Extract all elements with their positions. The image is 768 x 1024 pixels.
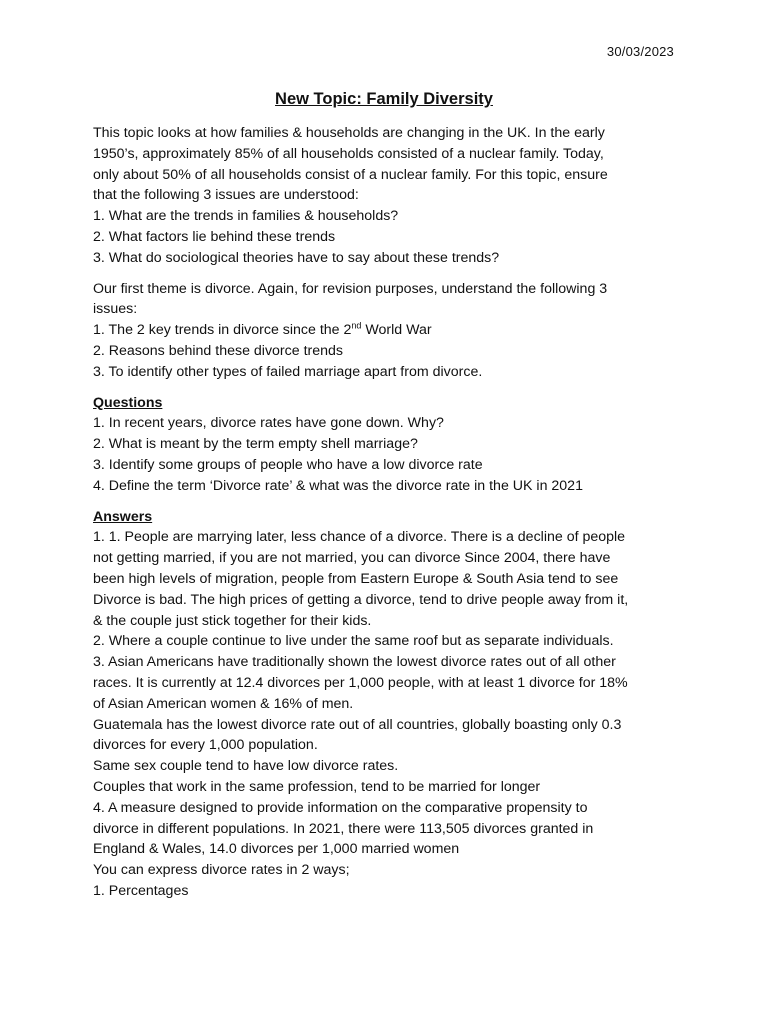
intro-list-item: 1. What are the trends in families & households?: [93, 208, 399, 225]
answer-line: Guatemala has the lowest divorce rate out of all countries, globally boasting only 0.3: [93, 716, 622, 733]
answer-line: of Asian American women & 16% of men.: [93, 695, 354, 712]
intro-text-line: This topic looks at how families & households are changing in the UK. In the early: [93, 125, 605, 141]
theme-text-line: Our first theme is divorce. Again, for revision purposes, understand the following 3: [93, 280, 608, 297]
theme-item-text: 1. The 2 key trends in divorce since the 2: [93, 322, 352, 339]
answer-line: races. It is currently at 12.4 divorces per 1,000 people, with at least 1 divorce for 18%: [93, 674, 628, 691]
answer-line: 4. A measure designed to provide information on the comparative propensity to: [93, 799, 588, 816]
answer-line: 3. Asian Americans have traditionally shown the lowest divorce rates out of all other: [93, 654, 616, 671]
answer-line: You can express divorce rates in 2 ways;: [93, 862, 350, 879]
question-item: 2. What is meant by the term empty shell marriage?: [93, 436, 418, 453]
page-title: New Topic: Family Diversity: [275, 90, 493, 108]
theme-list-item: 2. Reasons behind these divorce trends: [93, 342, 344, 359]
answer-line: divorce in different populations. In 2021, there were 113,505 divorces granted in: [93, 820, 594, 837]
questions-section: [93, 393, 683, 497]
theme-list-item: 3. To identify other types of failed marriage apart from divorce.: [93, 363, 483, 380]
question-item: 4. Define the term ‘Divorce rate’ & what was the divorce rate in the UK in 2021: [93, 477, 583, 494]
theme-text-line: issues:: [93, 301, 138, 318]
intro-text-line: 1950’s, approximately 85% of all households consisted of a nuclear family. Today,: [93, 145, 604, 162]
theme-list-item: [93, 320, 683, 341]
answer-line: 1. Percentages: [93, 882, 189, 899]
theme-item-text: World War: [361, 322, 432, 339]
ordinal-superscript: nd: [351, 320, 362, 331]
answer-line: not getting married, if you are not married, you can divorce Since 2004, there have: [93, 550, 611, 567]
question-item: 1. In recent years, divorce rates have gone down. Why?: [93, 415, 444, 432]
answer-line: England & Wales, 14.0 divorces per 1,000 married women: [93, 841, 460, 858]
document-body: [93, 123, 683, 912]
intro-paragraph: [93, 123, 683, 269]
answers-section: [93, 507, 683, 902]
answer-line: 2. Where a couple continue to live under the same roof but as separate individuals.: [93, 633, 614, 650]
answer-line: been high levels of migration, people from Eastern Europe & South Asia tend to see: [93, 570, 619, 587]
questions-heading: Questions: [93, 394, 163, 411]
answer-line: Divorce is bad. The high prices of getting a divorce, tend to drive people away from it,: [93, 591, 629, 608]
intro-list-item: 3. What do sociological theories have to say about these trends?: [93, 249, 500, 266]
answer-line: divorces for every 1,000 population.: [93, 737, 318, 754]
document-date: 30/03/2023: [606, 44, 674, 59]
question-item: 3. Identify some groups of people who have a low divorce rate: [93, 456, 483, 473]
intro-list-item: 2. What factors lie behind these trends: [93, 228, 336, 245]
intro-text-line: that the following 3 issues are understood:: [93, 187, 359, 204]
answer-line: Couples that work in the same profession, tend to be married for longer: [93, 778, 541, 795]
answers-heading: Answers: [93, 508, 153, 525]
answer-line: 1. 1. People are marrying later, less chance of a divorce. There is a decline of people: [93, 529, 626, 546]
theme-paragraph: [93, 279, 683, 383]
intro-text-line: only about 50% of all households consist of a nuclear family. For this topic, ensure: [93, 166, 608, 183]
answer-line: Same sex couple tend to have low divorce rates.: [93, 758, 399, 775]
answer-line: & the couple just stick together for their kids.: [93, 612, 372, 629]
